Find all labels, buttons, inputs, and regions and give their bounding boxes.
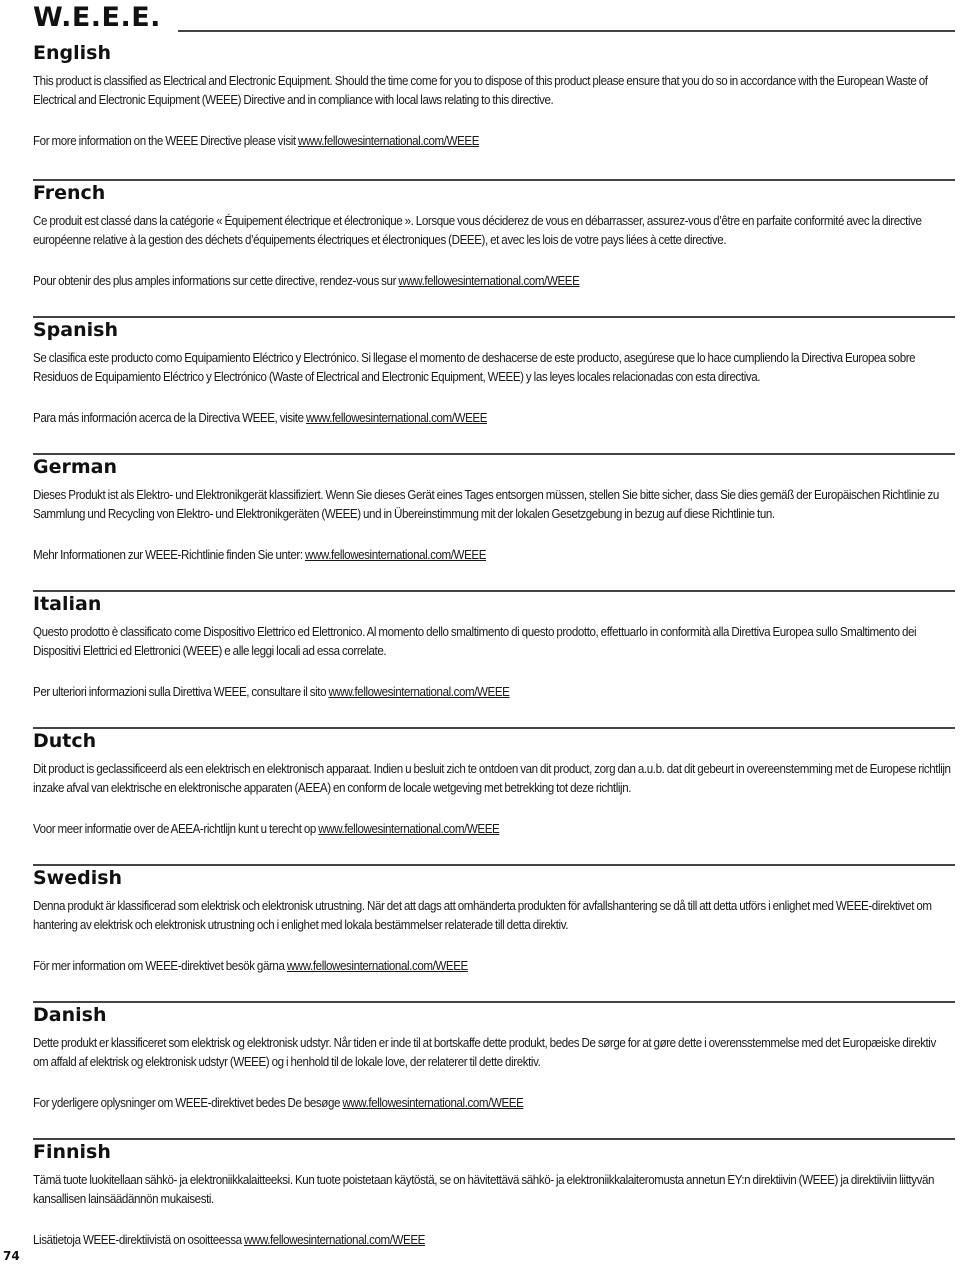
- section-divider: [33, 864, 955, 866]
- more-info-line: [33, 683, 510, 702]
- section-divider: [33, 727, 955, 729]
- weee-link[interactable]: www.fellowesinternational.com/WEEE: [305, 411, 488, 425]
- more-info-line: [33, 957, 468, 976]
- section-paragraph: Denna produkt är klassificerad som elektrisk och elektronisk utrustning. När det att dags att omhänderta produkten för avfallshantering se då till att detta utförs i enlighet med WEEE-direktivet om hantering av elektrisk och elektronisk utrustning och i enlighet med lokala bestämmelser relaterade till detta direktiv.: [33, 899, 932, 932]
- section-paragraph: Se clasifica este producto como Equipamiento Eléctrico y Electrónico. Si llegase el momento de deshacerse de este producto, asegúrese que lo hace cumpliendo la Directiva Europea sobre Residuos de Equipamiento Eléctrico y Electrónico (Waste of Electrical and Electronic Equipment, WEEE) y las leyes locales relacionadas con esta directiva.: [33, 351, 916, 384]
- language-heading: Italian: [33, 593, 102, 615]
- language-heading: Finnish: [33, 1141, 111, 1163]
- more-info-text: For yderligere oplysninger om WEEE-direktivet bedes De besøge: [33, 1096, 343, 1110]
- language-heading: Swedish: [33, 867, 123, 889]
- more-info-line: [33, 272, 579, 291]
- section-spanish: [33, 316, 955, 453]
- more-info-line: [33, 546, 486, 565]
- section-divider: [33, 453, 955, 455]
- weee-link[interactable]: www.fellowesinternational.com/WEEE: [342, 1096, 524, 1110]
- section-divider: [33, 316, 955, 318]
- section-german: [33, 453, 955, 590]
- more-info-text: For more information on the WEEE Directive please visit: [33, 134, 299, 148]
- more-info-line: [33, 1231, 425, 1250]
- weee-link[interactable]: www.fellowesinternational.com/WEEE: [318, 822, 500, 836]
- document-title: W.E.E.E.: [33, 2, 161, 33]
- section-paragraph: Questo prodotto è classificato come Dispositivo Elettrico ed Elettronico. Al momento dello smaltimento di questo prodotto, effettuarlo in conformità alla Direttiva Europea sullo Smaltimento dei Dispositivi Elettrici ed Elettronici (WEEE) e alle leggi locali ad essa correlate.: [33, 625, 917, 658]
- more-info-text: Per ulteriori informazioni sulla Direttiva WEEE, consultare il sito: [33, 685, 329, 699]
- language-heading: German: [33, 456, 117, 478]
- weee-link[interactable]: www.fellowesinternational.com/WEEE: [243, 1233, 425, 1247]
- section-paragraph: Dit product is geclassificeerd als een elektrisch en elektronisch apparaat. Indien u besluit zich te ontdoen van dit product, zorg dan a.u.b. dat dit gebeurt in overeenstemming met de Europese richtlijn inzake afval van elektrische en elektronische apparaten (AEEA) en conform de locale wetgeving met betrekking tot deze richtlijn.: [33, 762, 951, 795]
- weee-link[interactable]: www.fellowesinternational.com/WEEE: [328, 685, 510, 699]
- more-info-text: Mehr Informationen zur WEEE-Richtlinie finden Sie unter:: [33, 548, 305, 562]
- section-finnish: [33, 1138, 955, 1275]
- section-danish: [33, 1001, 955, 1138]
- more-info-text: För mer information om WEEE-direktivet besök gärna: [33, 959, 287, 973]
- weee-link[interactable]: www.fellowesinternational.com/WEEE: [304, 548, 487, 562]
- more-info-text: Lisätietoja WEEE-direktiivistä on osoitteessa: [33, 1233, 244, 1247]
- language-heading: English: [33, 42, 111, 64]
- more-info-line: [33, 409, 487, 428]
- section-divider: [33, 1138, 955, 1140]
- more-info-text: Para más información acerca de la Directiva WEEE, visite: [33, 411, 306, 425]
- title-divider: [178, 30, 955, 32]
- section-divider: [33, 1001, 955, 1003]
- section-paragraph: Dieses Produkt ist als Elektro- und Elektronikgerät klassifiziert. Wenn Sie dieses Gerät eines Tages entsorgen müssen, stellen Sie bitte sicher, dass Sie dies gemäß der Europäischen Richtlinie zu Sammlung und Recycling von Elektro- und Elektronikgeräten (WEEE) und in Übereinstimmung mit der lokalen Gesetzgebung in bezug auf diese Richtlinie tun.: [33, 488, 939, 521]
- section-italian: [33, 590, 955, 727]
- section-french: [33, 179, 955, 316]
- section-paragraph: Tämä tuote luokitellaan sähkö- ja elektroniikkalaitteeksi. Kun tuote poistetaan käytöstä, se on hävitettävä sähkö- ja elektroniikkalaiteromusta annetun EY:n direktiivin (WEEE) ja direktiiviin liittyvän kansallisen lainsäädännön mukaisesti.: [33, 1173, 935, 1206]
- section-paragraph: This product is classified as Electrical and Electronic Equipment. Should the time come for you to dispose of this product please ensure that you do so in accordance with the European Waste of Electrical and Electronic Equipment (WEEE) Directive and in compliance with local laws relating to this directive.: [33, 74, 928, 107]
- more-info-text: Voor meer informatie over de AEEA-richtlijn kunt u terecht op: [33, 822, 319, 836]
- section-dutch: [33, 727, 955, 864]
- section-paragraph: Ce produit est classé dans la catégorie « Équipement électrique et électronique ». Lorsque vous déciderez de vous en débarrasser, assurez-vous d’être en parfaite conformité avec la directive européenne relative à la gestion des déchets d’équipements électriques et électroniques (DEEE), et avec les lois de votre pays liées à cette directive.: [33, 214, 922, 247]
- page-number: 74: [3, 1249, 20, 1263]
- language-heading: Dutch: [33, 730, 97, 752]
- weee-link[interactable]: www.fellowesinternational.com/WEEE: [398, 274, 580, 288]
- language-heading: Danish: [33, 1004, 107, 1026]
- more-info-line: [33, 132, 479, 151]
- language-heading: French: [33, 182, 106, 204]
- weee-link[interactable]: www.fellowesinternational.com/WEEE: [298, 134, 480, 148]
- weee-link[interactable]: www.fellowesinternational.com/WEEE: [286, 959, 468, 973]
- section-english: [33, 42, 955, 179]
- more-info-line: [33, 1094, 523, 1113]
- section-divider: [33, 590, 955, 592]
- section-paragraph: Dette produkt er klassificeret som elektrisk og elektronisk udstyr. Når tiden er inde til at bortskaffe dette produkt, bedes De sørge for at gøre dette i overensstemmelse med det Europæiske direktiv om affald af elektrisk og elektronisk udstyr (WEEE) og i henhold til de lokale love, der relaterer til dette direktiv.: [33, 1036, 936, 1069]
- more-info-line: [33, 820, 499, 839]
- more-info-text: Pour obtenir des plus amples informations sur cette directive, rendez-vous sur: [33, 274, 399, 288]
- section-divider: [33, 179, 955, 181]
- language-heading: Spanish: [33, 319, 118, 341]
- document-page: [33, 0, 955, 1275]
- section-swedish: [33, 864, 955, 1001]
